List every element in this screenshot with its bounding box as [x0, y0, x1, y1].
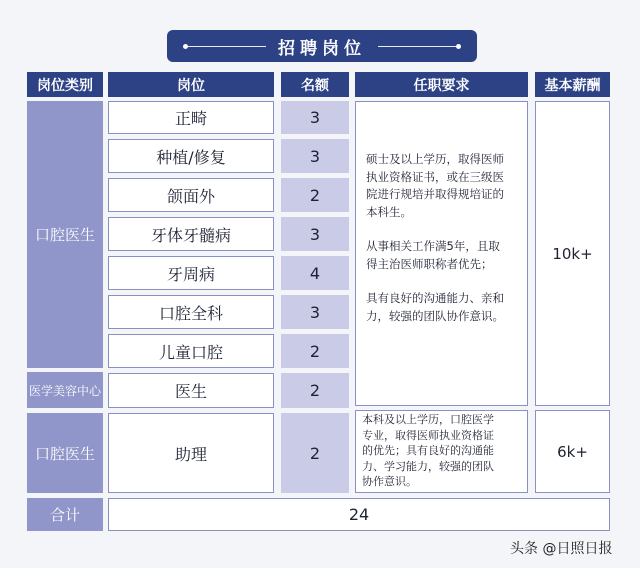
count-cell: 3	[281, 139, 349, 173]
count-cell: 3	[281, 217, 349, 251]
requirements-skills: 具有良好的沟通能力、亲和 力，较强的团队协作意识。	[366, 291, 504, 323]
count-cell: 2	[281, 373, 349, 408]
right-dot-icon	[456, 44, 461, 49]
position-cell: 牙周病	[108, 256, 274, 290]
header-count: 名额	[281, 72, 349, 97]
position-cell: 助理	[108, 413, 274, 493]
count-cell: 4	[281, 256, 349, 290]
count-cell: 3	[281, 101, 349, 134]
right-divider-line	[378, 46, 456, 47]
category-aesthetic-center: 医学美容中心	[27, 372, 103, 408]
salary-assistant: 6k+	[535, 410, 610, 493]
left-divider-line	[188, 46, 266, 47]
title-banner	[167, 30, 477, 62]
position-cell: 口腔全科	[108, 295, 274, 329]
category-dental-assistant: 口腔医生	[27, 413, 103, 493]
position-cell: 颌面外	[108, 178, 274, 212]
requirements-experience: 从事相关工作满5年，且取 得主治医师职称者优先；	[366, 239, 500, 271]
header-salary: 基本薪酬	[535, 72, 610, 97]
salary-main: 10k+	[535, 101, 610, 406]
position-cell: 儿童口腔	[108, 334, 274, 368]
header-category: 岗位类别	[27, 72, 103, 97]
requirements-assistant-text: 本科及以上学历，口腔医学 专业，取得医师执业资格证 的优先；具有良好的沟通能 力、学习能力，较强的团队 协作意识。	[362, 413, 494, 488]
watermark: 头条 @日照日报	[510, 541, 613, 557]
header-requirements: 任职要求	[355, 72, 528, 97]
count-cell: 2	[281, 178, 349, 212]
category-dental-doctor: 口腔医生	[27, 101, 103, 368]
count-cell: 2	[281, 334, 349, 368]
count-cell: 2	[281, 413, 349, 493]
total-label: 合计	[27, 498, 103, 531]
requirements-main	[355, 101, 528, 406]
count-cell: 3	[281, 295, 349, 329]
total-value: 24	[108, 498, 610, 531]
requirements-assistant	[355, 410, 528, 493]
position-cell: 正畸	[108, 101, 274, 134]
requirements-education: 硕士及以上学历，取得医师 执业资格证书，或在三级医 院进行规培并取得规培证的 本科生。	[366, 152, 504, 219]
page-title: 招聘岗位	[278, 38, 366, 59]
position-cell: 种植/修复	[108, 139, 274, 173]
position-cell: 牙体牙髓病	[108, 217, 274, 251]
position-cell: 医生	[108, 373, 274, 408]
header-position: 岗位	[108, 72, 274, 97]
